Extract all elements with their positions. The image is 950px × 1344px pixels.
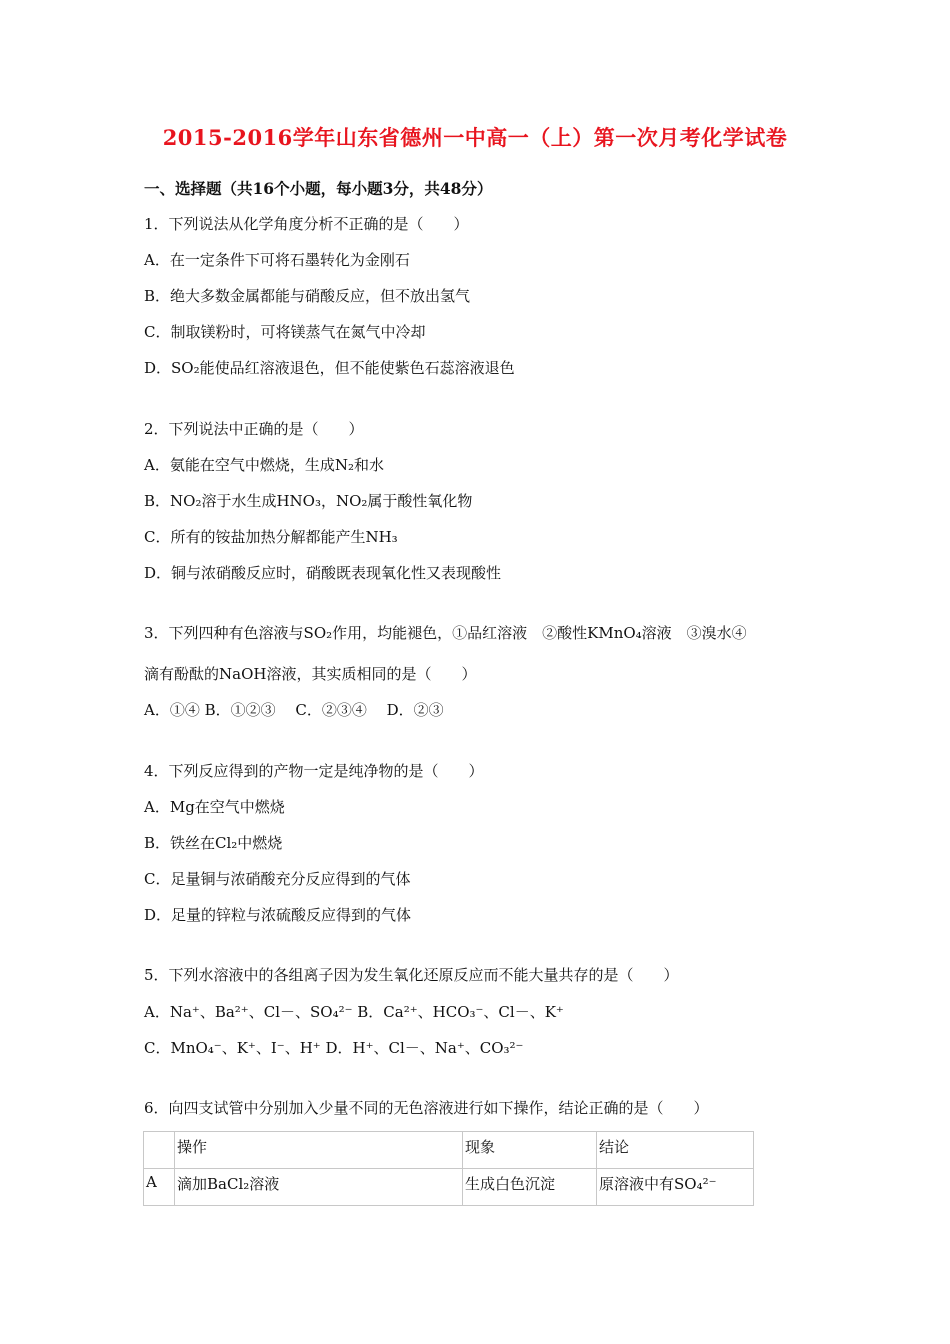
question-4-option-d: D．足量的锌粒与浓硫酸反应得到的气体	[144, 906, 412, 924]
table-header-cell	[144, 1132, 175, 1169]
question-4-stem: 4．下列反应得到的产物一定是纯净物的是（ ）	[144, 762, 484, 780]
question-2-option-b: B．NO₂溶于水生成HNO₃，NO₂属于酸性氧化物	[144, 492, 473, 510]
question-1-stem: 1．下列说法从化学角度分析不正确的是（ ）	[144, 215, 469, 233]
question-5-options-cd: C．MnO₄⁻、K⁺、I⁻、H⁺ D．H⁺、Cl－、Na⁺、CO₃²⁻	[144, 1039, 524, 1057]
question-1-option-c: C．制取镁粉时，可将镁蒸气在氮气中冷却	[144, 323, 426, 341]
table-cell: A	[144, 1169, 175, 1206]
section-heading: 一、选择题（共16个小题，每小题3分，共48分）	[144, 179, 493, 198]
question-5-options-ab: A．Na⁺、Ba²⁺、Cl－、SO₄²⁻ B．Ca²⁺、HCO₃⁻、Cl－、K⁺	[144, 1003, 564, 1021]
question-4-option-b: B．铁丝在Cl₂中燃烧	[144, 834, 283, 852]
question-2-option-d: D．铜与浓硝酸反应时，硝酸既表现氧化性又表现酸性	[144, 564, 502, 582]
question-4-option-c: C．足量铜与浓硝酸充分反应得到的气体	[144, 870, 411, 888]
question-3-stem-continued: 滴有酚酞的NaOH溶液，其实质相同的是（ ）	[144, 665, 477, 683]
table-cell: 滴加BaCl₂溶液	[175, 1169, 463, 1206]
table-header-row	[144, 1132, 754, 1169]
question-1-option-b: B．绝大多数金属都能与硝酸反应，但不放出氢气	[144, 287, 471, 305]
question-2-option-a: A．氨能在空气中燃烧，生成N₂和水	[144, 456, 384, 474]
question-1-option-a: A．在一定条件下可将石墨转化为金刚石	[144, 251, 410, 269]
question-4-option-a: A．Mg在空气中燃烧	[144, 798, 285, 816]
page-title: 2015-2016学年山东省德州一中高一（上）第一次月考化学试卷	[162, 125, 788, 150]
table-header-cell: 现象	[463, 1132, 597, 1169]
table-header-cell: 操作	[175, 1132, 463, 1169]
question-6-table	[143, 1131, 754, 1206]
table-header-cell: 结论	[597, 1132, 754, 1169]
table-cell: 原溶液中有SO₄²⁻	[597, 1169, 754, 1206]
question-2-stem: 2．下列说法中正确的是（ ）	[144, 420, 364, 438]
question-1-option-d: D．SO₂能使品红溶液退色，但不能使紫色石蕊溶液退色	[144, 359, 515, 377]
question-5-stem: 5．下列水溶液中的各组离子因为发生氧化还原反应而不能大量共存的是（ ）	[144, 966, 679, 984]
question-3-options: A．①④ B．①②③ C．②③④ D．②③	[144, 701, 444, 719]
question-3-stem: 3．下列四种有色溶液与SO₂作用，均能褪色，①品红溶液 ②酸性KMnO₄溶液 ③溴水④	[144, 624, 747, 642]
table-row	[144, 1169, 754, 1206]
question-2-option-c: C．所有的铵盐加热分解都能产生NH₃	[144, 528, 398, 546]
table-cell: 生成白色沉淀	[463, 1169, 597, 1206]
question-6-stem: 6．向四支试管中分别加入少量不同的无色溶液进行如下操作，结论正确的是（ ）	[144, 1099, 709, 1117]
